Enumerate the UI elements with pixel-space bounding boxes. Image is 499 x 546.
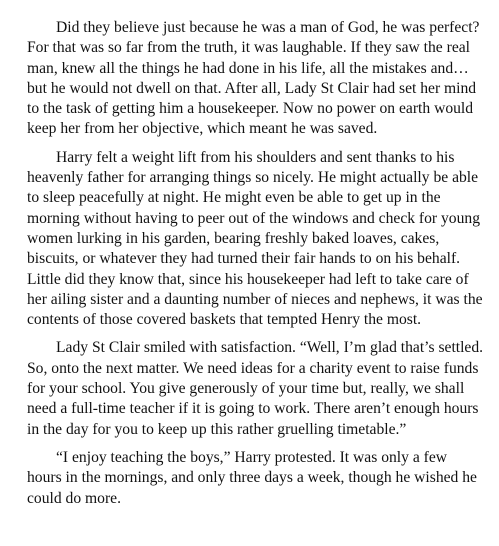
paragraph: Harry felt a weight lift from his shoulders and sent thanks to his heavenly father for arranging things so nicely. He might actually be able to sleep peacefully at night. He might even be able to get up in the morning without having to peer out of the windows and check for young women lurking in his garden, bearing freshly baked loaves, cakes, biscuits, or whatever they had turned their fair hands to on his behalf. Little did they know that, since his housekeeper had left to take care of her ailing sister and a daunting number of nieces and nephews, it was the contents of those covered baskets that tempted Henry the most. — [27, 148, 483, 329]
paragraph: Did they believe just because he was a man of God, he was perfect? For that was so far from the truth, it was laughable. If they saw the real man, knew all the things he had done in his life, all the mistakes and… but he would not dwell on that. After all, Lady St Clair had set her mind to the task of getting him a housekeeper. Now no power on earth would keep her from her objective, which meant he was saved. — [27, 19, 480, 138]
paragraph: Lady St Clair smiled with satisfaction. “Well, I’m glad that’s settled. So, onto the next matter. We need ideas for a charity event to raise funds for your school. You give generously of your time but, really, we shall need a full-time teacher if it is going to work. There aren’t enough hours in the day for you to keep up this rather gruelling timetable.” — [27, 339, 484, 438]
paragraph: “I enjoy teaching the boys,” Harry protested. It was only a few hours in the mornings, and only three days a week, though he wished he could do more. — [27, 448, 477, 507]
